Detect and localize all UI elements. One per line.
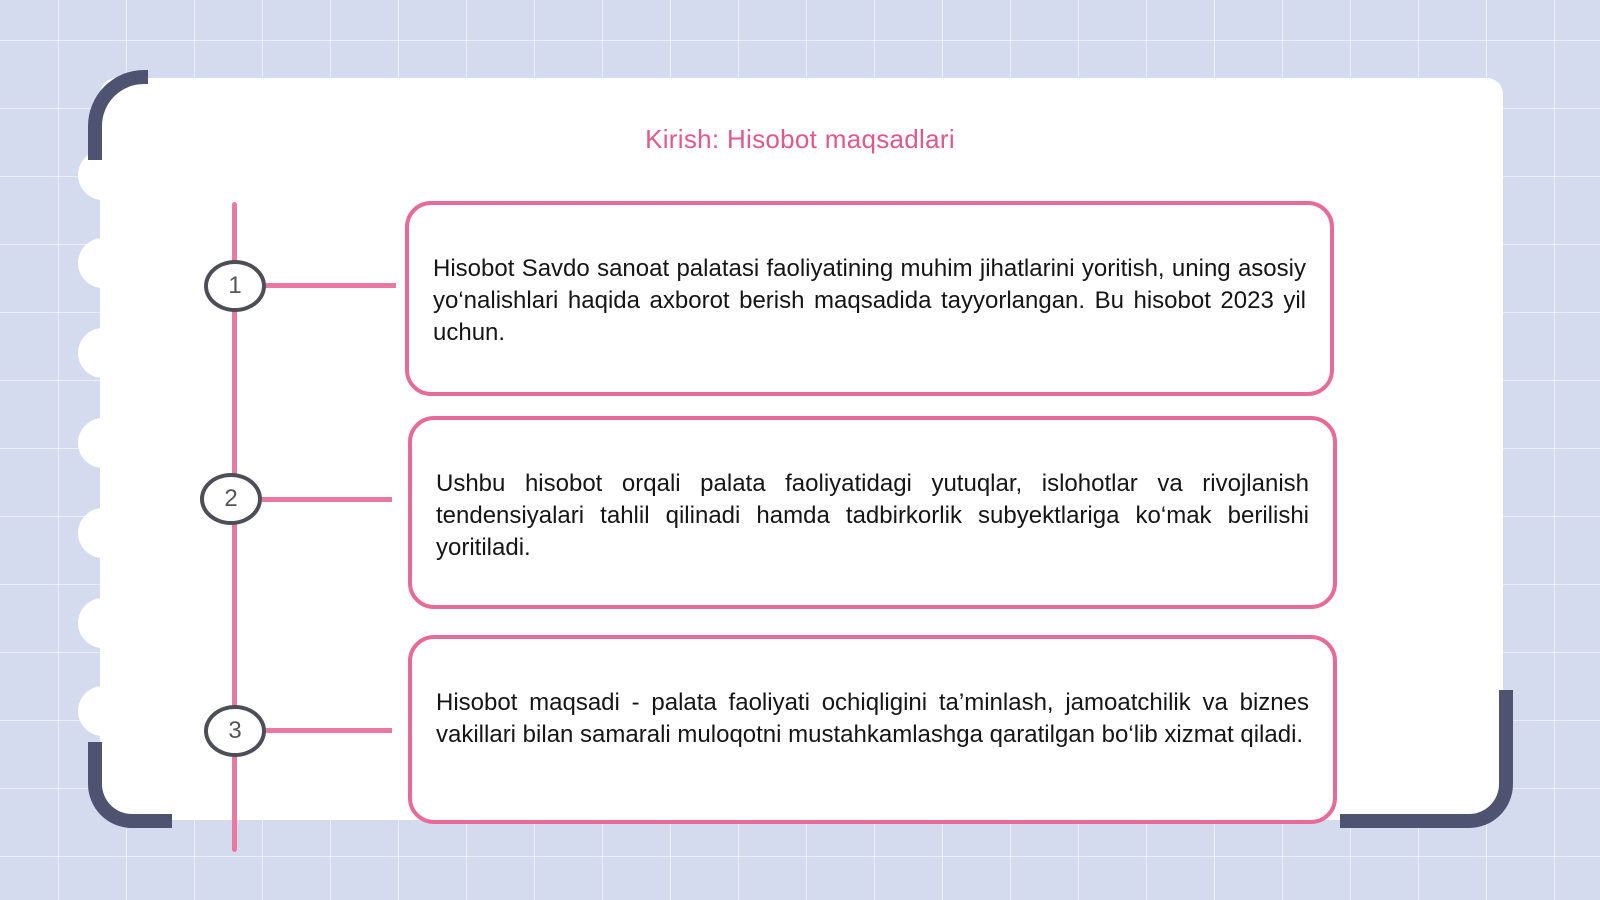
corner-bracket-bottom-left: [88, 742, 172, 828]
timeline-number-1: 1: [204, 260, 266, 312]
card-edge-scallop: [78, 418, 128, 468]
timeline-connector-1: [266, 283, 396, 288]
card-edge-scallop: [78, 328, 128, 378]
card-edge-scallop: [78, 686, 128, 736]
card-edge-scallop: [78, 508, 128, 558]
card-edge-scallop: [78, 598, 128, 648]
objective-box-3: Hisobot maqsadi - palata faoliyati ochiqligini ta’minlash, jamoatchilik va biznes vakillari bilan samarali muloqotni mustahkamlashga qaratilgan bo‘lib xizmat qiladi.: [408, 635, 1337, 824]
slide-title: Kirish: Hisobot maqsadlari: [645, 124, 955, 154]
timeline-connector-3: [266, 728, 392, 733]
timeline-number-2: 2: [200, 473, 262, 525]
corner-bracket-bottom-right: [1340, 690, 1513, 828]
objective-box-2: Ushbu hisobot orqali palata faoliyatidagi yutuqlar, islohotlar va rivojlanish tendensiyalari tahlil qilinadi hamda tadbirkorlik subyektlariga ko‘mak berilishi yoritiladi.: [408, 416, 1337, 609]
timeline-number-3: 3: [204, 705, 266, 757]
timeline-connector-2: [262, 497, 392, 502]
objective-box-1: Hisobot Savdo sanoat palatasi faoliyatining muhim jihatlarini yoritish, uning asosiy yo‘nalishlari haqida axborot berish maqsadida tayyorlangan. Bu hisobot 2023 yil uchun.: [405, 201, 1334, 396]
card-edge-scallop: [78, 238, 128, 288]
